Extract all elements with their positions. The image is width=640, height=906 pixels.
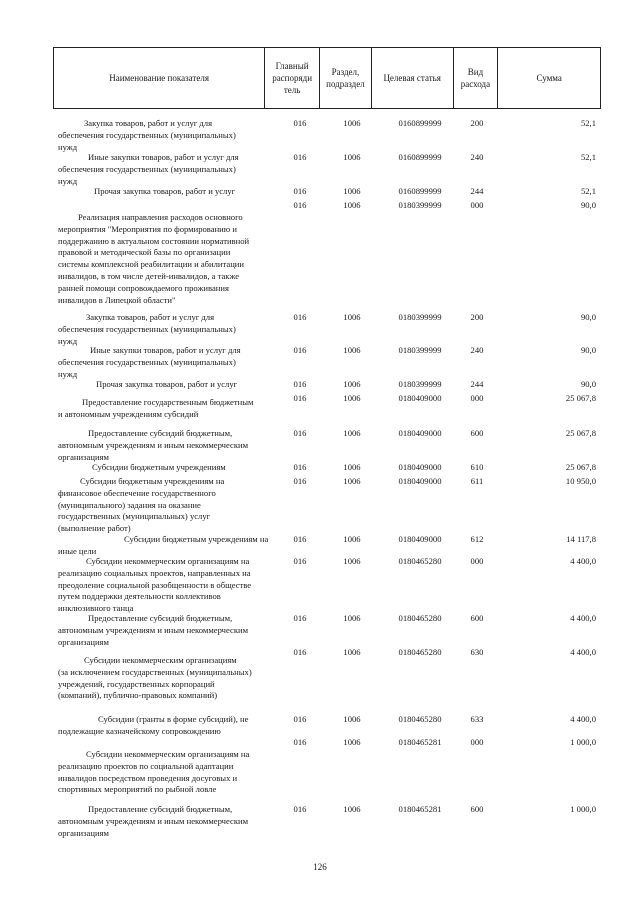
row-summa: 14 117,8 xyxy=(566,534,596,544)
row-tselevaya: 0160899999 xyxy=(398,152,442,162)
row-summa: 90,0 xyxy=(580,200,596,210)
row-tselevaya: 0180399999 xyxy=(398,312,442,322)
row-razdel: 1006 xyxy=(343,647,361,657)
row-tselevaya: 0180409000 xyxy=(398,462,442,472)
row-razdel: 1006 xyxy=(343,379,361,389)
row-summa: 4 400,0 xyxy=(570,613,596,623)
row-name: Иные закупки товаров, работ и услуг для обеспечения государственных (муниципальных) нужд xyxy=(58,152,239,186)
row-name: Предоставление государственным бюджетным и автономным учреждениям субсидий xyxy=(58,397,254,419)
row-glavny: 016 xyxy=(293,476,307,486)
row-glavny: 016 xyxy=(293,379,307,389)
row-glavny: 016 xyxy=(293,804,307,814)
row-summa: 4 400,0 xyxy=(570,647,596,657)
row-razdel: 1006 xyxy=(343,312,361,322)
row-name: Предоставление субсидий бюджетным, автономным учреждениям и иным некоммерческим организациям xyxy=(58,613,249,647)
row-razdel: 1006 xyxy=(343,393,361,403)
row-razdel: 1006 xyxy=(343,714,361,724)
header-name-label: Наименование показателя xyxy=(109,73,209,83)
row-glavny: 016 xyxy=(293,462,307,472)
row-glavny: 016 xyxy=(293,613,307,623)
row-glavny: 016 xyxy=(293,714,307,724)
row-tselevaya: 0180409000 xyxy=(398,476,442,486)
row-tselevaya: 0180465281 xyxy=(398,804,442,814)
header-vid-label: Вид расхода xyxy=(460,67,491,89)
row-glavny: 016 xyxy=(293,393,307,403)
row-name: Субсидии бюджетным учреждениям на иные цели xyxy=(58,534,269,556)
row-vid: 244 xyxy=(470,379,484,389)
row-razdel: 1006 xyxy=(343,534,361,544)
row-name: Субсидии (гранты в форме субсидий), не подлежащие казначейскому сопровождению xyxy=(58,714,249,736)
page-number: 126 xyxy=(313,862,327,872)
row-vid: 633 xyxy=(470,714,484,724)
row-summa: 4 400,0 xyxy=(570,714,596,724)
row-glavny: 016 xyxy=(293,312,307,322)
row-name: Субсидии бюджетным учреждениям на финансовое обеспечение государственного (муниципального) задания на оказание государственных (муниципальных) услуг (выполнение работ) xyxy=(58,476,225,534)
header-tselevaya-label: Целевая статья xyxy=(383,73,441,83)
row-razdel: 1006 xyxy=(343,345,361,355)
row-vid: 600 xyxy=(470,804,484,814)
row-name: Реализация направления расходов основного мероприятия "Мероприятия по формированию и поддержанию в актуальном состоянии нормативной правовой и методической базы по организации системы комплексной реабилитации и абилитации инвалидов, в том числе детей-инвалидов, а также ранней помощи сопровождаемого проживания инвалидов в Липецкой области" xyxy=(58,212,250,305)
row-glavny: 016 xyxy=(293,118,307,128)
row-summa: 52,1 xyxy=(580,186,596,196)
row-name: Прочая закупка товаров, работ и услуг xyxy=(96,379,238,389)
row-vid: 630 xyxy=(470,647,484,657)
row-name: Предоставление субсидий бюджетным, автономным учреждениям и иным некоммерческим организациям xyxy=(58,428,249,462)
row-glavny: 016 xyxy=(293,534,307,544)
row-razdel: 1006 xyxy=(343,613,361,623)
row-razdel: 1006 xyxy=(343,556,361,566)
row-name: Субсидии некоммерческим организациям (за исключением государственных (муниципальных) учреждений, государственных корпораций (компаний), публично-правовых компаний) xyxy=(58,655,252,701)
row-vid: 600 xyxy=(470,428,484,438)
row-name: Закупка товаров, работ и услуг для обеспечения государственных (муниципальных) нужд xyxy=(58,312,236,346)
row-name: Прочая закупка товаров, работ и услуг xyxy=(94,186,236,196)
row-tselevaya: 0180399999 xyxy=(398,345,442,355)
row-razdel: 1006 xyxy=(343,804,361,814)
row-vid: 600 xyxy=(470,613,484,623)
row-glavny: 016 xyxy=(293,200,307,210)
header-glavny-label: Главный распоряди тель xyxy=(272,61,313,95)
row-tselevaya: 0180465280 xyxy=(398,647,442,657)
row-glavny: 016 xyxy=(293,428,307,438)
row-summa: 90,0 xyxy=(580,312,596,322)
row-razdel: 1006 xyxy=(343,118,361,128)
row-summa: 10 950,0 xyxy=(565,476,596,486)
row-summa: 90,0 xyxy=(580,379,596,389)
row-razdel: 1006 xyxy=(343,152,361,162)
row-summa: 52,1 xyxy=(580,152,596,162)
row-vid: 000 xyxy=(470,737,484,747)
row-tselevaya: 0180409000 xyxy=(398,393,442,403)
row-glavny: 016 xyxy=(293,556,307,566)
row-tselevaya: 0180465280 xyxy=(398,613,442,623)
row-name: Предоставление субсидий бюджетным, автономным учреждениям и иным некоммерческим организациям xyxy=(58,804,249,838)
row-name: Субсидии бюджетным учреждениям xyxy=(92,462,226,472)
row-vid: 000 xyxy=(470,556,484,566)
row-summa: 90,0 xyxy=(580,345,596,355)
row-vid: 244 xyxy=(470,186,484,196)
row-vid: 611 xyxy=(470,476,484,486)
row-summa: 52,1 xyxy=(580,118,596,128)
row-razdel: 1006 xyxy=(343,476,361,486)
row-tselevaya: 0160899999 xyxy=(398,186,442,196)
row-tselevaya: 0180409000 xyxy=(398,534,442,544)
row-vid: 200 xyxy=(470,312,484,322)
row-glavny: 016 xyxy=(293,345,307,355)
row-name: Субсидии некоммерческим организациям на реализацию социальных проектов, направленных на преодоление социальной разобщенности в обществе путем поддержки деятельности коллективов инклюзивного танца xyxy=(58,556,252,614)
row-summa: 1 000,0 xyxy=(570,804,596,814)
row-razdel: 1006 xyxy=(343,737,361,747)
row-summa: 25 067,8 xyxy=(565,393,596,403)
row-name: Иные закупки товаров, работ и услуг для обеспечения государственных (муниципальных) нужд xyxy=(58,345,241,379)
row-tselevaya: 0180465280 xyxy=(398,714,442,724)
row-tselevaya: 0160899999 xyxy=(398,118,442,128)
row-summa: 4 400,0 xyxy=(570,556,596,566)
row-tselevaya: 0180399999 xyxy=(398,379,442,389)
row-name: Закупка товаров, работ и услуг для обеспечения государственных (муниципальных) нужд xyxy=(58,118,236,152)
row-vid: 000 xyxy=(470,200,484,210)
row-razdel: 1006 xyxy=(343,462,361,472)
row-summa: 1 000,0 xyxy=(570,737,596,747)
row-summa: 25 067,8 xyxy=(565,428,596,438)
row-razdel: 1006 xyxy=(343,428,361,438)
row-glavny: 016 xyxy=(293,737,307,747)
row-vid: 200 xyxy=(470,118,484,128)
row-glavny: 016 xyxy=(293,152,307,162)
row-glavny: 016 xyxy=(293,647,307,657)
row-vid: 240 xyxy=(470,345,484,355)
header-razdel-label: Раздел, подраздел xyxy=(326,67,365,89)
row-tselevaya: 0180409000 xyxy=(398,428,442,438)
row-tselevaya: 0180465280 xyxy=(398,556,442,566)
row-vid: 612 xyxy=(470,534,484,544)
row-tselevaya: 0180465281 xyxy=(398,737,442,747)
row-summa: 25 067,8 xyxy=(565,462,596,472)
row-razdel: 1006 xyxy=(343,200,361,210)
row-razdel: 1006 xyxy=(343,186,361,196)
row-vid: 000 xyxy=(470,393,484,403)
row-vid: 610 xyxy=(470,462,484,472)
row-tselevaya: 0180399999 xyxy=(398,200,442,210)
row-glavny: 016 xyxy=(293,186,307,196)
row-vid: 240 xyxy=(470,152,484,162)
row-name: Субсидии некоммерческим организациям на реализацию проектов по социальной адаптации инвалидов посредством проведения досуговых и спортивных мероприятий по рыбной ловле xyxy=(58,749,250,795)
header-summa-label: Сумма xyxy=(536,73,562,83)
